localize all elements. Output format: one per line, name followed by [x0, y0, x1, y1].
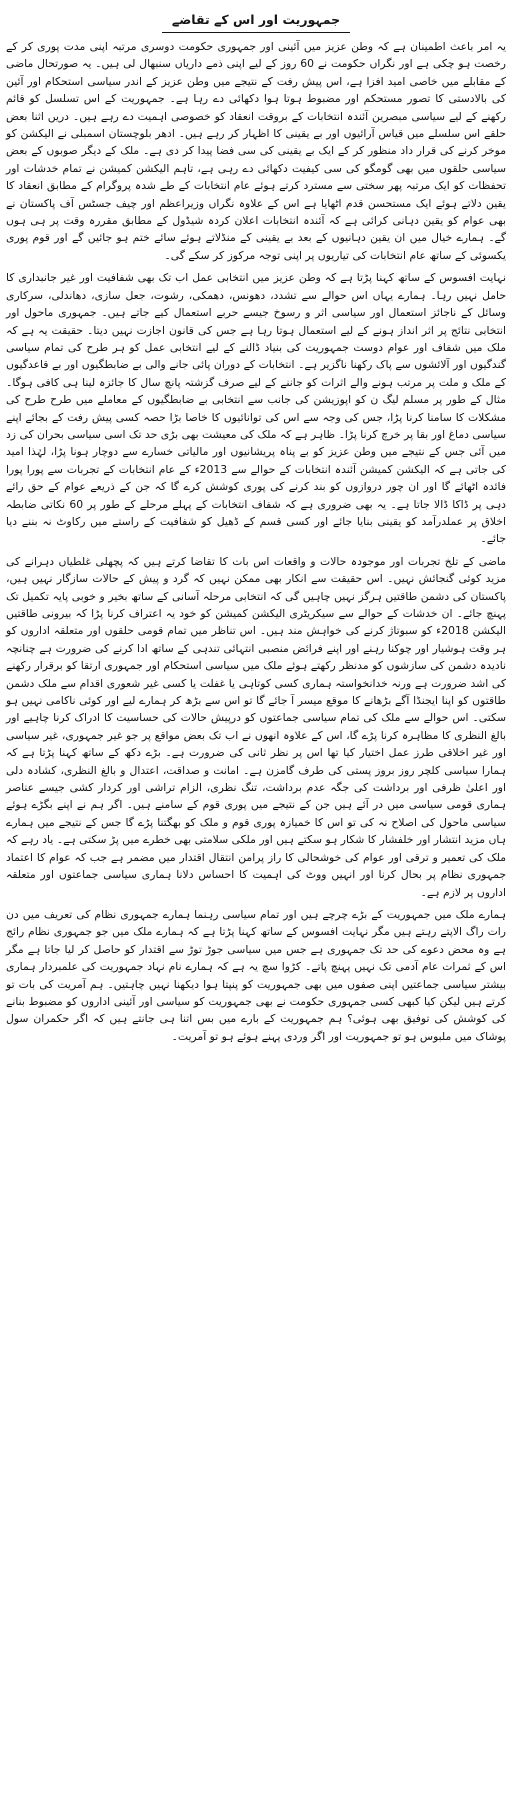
article-paragraph: ہمارے ملک میں جمہوریت کے بڑے چرچے ہیں اور تمام سیاسی رہنما ہمارے جمہوری نظام کی تعریف میں دن رات راگ الاپتے رہتے ہیں مگر نہایت افسوس کے ساتھ کہنا پڑتا ہے کہ ہمارے ملک میں جو جمہوری نظام رائج ہے وہ محض دعوے کی حد تک جمہوری ہے جس میں سیاسی جوڑ توڑ سے اقتدار کو حاصل کر لیا جاتا ہے مگر اس کے ثمرات عام آدمی تک نہیں پہنچ پاتے۔ کڑوا سچ یہ ہے کہ ہمارے نام نہاد جمہوریت کی علمبردار ہماری بیشتر سیاسی جماعتیں اپنی صفوں میں بھی جمہوریت کو پنپتا ہوا دیکھنا نہیں چاہتیں۔ ہم آمریت کی بات تو کرتے ہیں لیکن کیا کبھی کسی جمہوری حکومت نے بھی جمہوریت کو سیاسی اور آئینی اداروں کو مضبوط بنانے کی کوشش کی توفیق بھی ہوئی؟ ہم جمہوریت کے بارے میں بس اتنا ہی جانتے ہیں کہ اگر حکمران سول پوشاک میں ملبوس ہو تو جمہوریت اور اگر وردی پہنے ہوئے ہو تو آمریت۔ [6, 907, 506, 1043]
article-title: جمہوریت اور اس کے تقاضے [162, 9, 350, 33]
article-body [6, 38, 506, 1045]
article-paragraph: یہ امر باعث اطمینان ہے کہ وطن عزیز میں آئینی اور جمہوری حکومت دوسری مرتبہ اپنی مدت پوری کر کے رخصت ہو چکی ہے اور نگراں حکومت نے 60 روز کے لیے اپنی ذمے داریاں سنبھال لی ہیں۔ یہ صورتحال ماضی کے مقابلے میں خاصی امید افزا ہے، اس پیش رفت کے نتیجے میں وطن عزیز کے اندر سیاسی استحکام اور آئین کی بالادستی کا تصور مستحکم اور مضبوط ہوتا ہوا دکھائی دے رہا ہے۔ جمہوریت کے اس تسلسل کو قائم رکھنے کے لیے سیاسی مبصرین آئندہ انتخابات کے بروقت انعقاد کو خصوصی اہمیت دے رہے ہیں۔ دریں اثنا بعض حلقے اس سلسلے میں قیاس آرائیوں اور بے یقینی کا اظہار کر رہے ہیں۔ ادھر بلوچستان اسمبلی نے الیکشن کو موخر کرنے کی قرار داد منظور کر کے ایک بے یقینی کی سی فضا پیدا کر دی ہے۔ ملک کے دیگر صوبوں کے بعض سیاسی حلقوں میں بھی گومگو کی سی کیفیت دکھائی دے رہی ہے، تاہم الیکشن کمیشن نے تمام خدشات اور تحفظات کو ایک مرتبہ پھر سختی سے مسترد کرتے ہوئے عام انتخابات کے طے شدہ پروگرام کے مطابق انعقاد کا یقین دلاتے ہوئے ایک مستحسن قدم اٹھایا ہے اس کے علاوہ نگراں وزیراعظم اور چیف جسٹس آف پاکستان نے بھی عوام کو یقین دہانی کرائی ہے کہ آئندہ انتخابات اعلان کردہ شیڈول کے مطابق مقررہ وقت پر ہی ہوں گے۔ ہمارے خیال میں ان یقین دہانیوں کے بعد بے یقینی کے منڈلاتے ہوئے سائے ختم ہو جائیں گے اور قوم پوری یکسوئی کے ساتھ عام انتخابات کی تیاریوں پر اپنی توجہ مرکوز کر سکے گی۔ [6, 40, 506, 262]
article-paragraph: نہایت افسوس کے ساتھ کہنا پڑتا ہے کہ وطن عزیز میں انتخابی عمل اب تک بھی شفافیت اور غیر جانبداری کا حامل نہیں رہا۔ ہمارے یہاں اس حوالے سے تشدد، دھونس، دھمکی، رشوت، جعل سازی، دھاندلی، سرکاری وسائل کے ناجائز استعمال اور سیاسی اثر و رسوخ جیسے حربے استعمال کیے جاتے ہیں۔ جمہوری ماحول اور انتخابی نتائج پر اثر انداز ہونے کے لیے استعمال ہوتا رہا ہے جس کی قانون اجازت نہیں دیتا۔ حقیقت یہ ہے کہ ملک میں شفاف اور عوام دوست جمہوریت کی بنیاد ڈالنے کے لیے انتخابی عمل کو ہر طرح کی تمام سیاسی گندگیوں اور آلائشوں سے پاک رکھنا ناگزیر ہے۔ انتخابات کے دوران پائی جانے والی بے ضابطگیوں اور بے قاعدگیوں کے ملک و ملت پر مرتب ہونے والے اثرات کو جاننے کے لیے صرف گزشتہ پانچ سال کا جائزہ لینا ہی کافی ہوگا۔ مثال کے طور پر مسلم لیگ ن کو اپوزیشن کی جانب سے انتخابی بے ضابطگیوں کے معاملے میں طرح طرح کی مشکلات کا سامنا کرنا پڑا، جس کی وجہ سے اس کی توانائیوں کا خاصا بڑا حصہ کسی پیش رفت کے بجائے اپنے سیاسی دماغ اور بقا پر خرچ کرنا پڑا۔ ظاہر ہے کہ ملک کی معیشت بھی بڑی حد تک اسی سیاسی بحران کی زد میں آئی جس کے نتیجے میں وطن عزیز کو بے پناہ پریشانیوں اور مالیاتی خسارے سے دوچار ہونا پڑا، لہٰذا امید کی جاتی ہے کہ الیکشن کمیشن آئندہ انتخابات کے حوالے سے 2013ء کے عام انتخابات کے تجربات سے پورا پورا فائدہ اٹھائے گا اور ان چور دروازوں کو بند کرنے کی پوری کوشش کرے گا کہ جن کے ذریعے عوام کے حق رائے دہی پر ڈاکا ڈالا جاتا ہے۔ یہ بھی ضروری ہے کہ شفاف انتخابات کے پہلے مرحلے کے طور پر 60 نکاتی ضابطہ اخلاق پر عملدرآمد کو یقینی بنایا جائے اور کسی قسم کے ڈھیل کو شفافیت کے راستے میں رکاوٹ نہ بننے دیا جائے۔ [6, 271, 506, 546]
title-row [6, 6, 506, 36]
article-paragraph: ماضی کے تلخ تجربات اور موجودہ حالات و واقعات اس بات کا تقاضا کرتے ہیں کہ پچھلی غلطیاں دہرانے کی مزید کوئی گنجائش نہیں۔ اس حقیقت سے انکار بھی ممکن نہیں کہ گرد و پیش کے حالات سازگار نہیں ہیں، پاکستان کی دشمن طاقتیں ہرگز نہیں چاہیں گی کہ انتخابی مرحلہ آسانی کے ساتھ بخیر و خوبی پایہ تکمیل تک پہنچ جائے۔ ان خدشات کے حوالے سے سیکریٹری الیکشن کمیشن کو خود یہ اعتراف کرنا پڑا کہ بیرونی طاقتیں الیکشن 2018ء کو سبوتاژ کرنے کی خواہش مند ہیں۔ اس تناظر میں تمام قومی حلقوں اور متعلقہ اداروں کو ہر وقت ہوشیار اور چوکنا رہنے اور اپنے فرائض منصبی انتہائی تندہی کے ساتھ ادا کرنے کی ضرورت ہے چنانچہ نادیدہ دشمن کی سازشوں کو مدنظر رکھتے ہوئے ملک میں سیاسی استحکام اور جمہوری ارتقا کو برقرار رکھنے کی اشد ضرورت ہے ورنہ خدانخواستہ ہماری کسی کوتاہی یا غفلت یا کسی غیر شعوری اقدام سے ملک دشمن طاقتوں کو اپنا ایجنڈا آگے بڑھانے کا موقع میسر آ جائے گا تو اس سے بڑھ کر ہمارے لیے اور کوئی ناکامی نہیں ہو سکتی۔ اس حوالے سے ملک کی تمام سیاسی جماعتوں کو درپیش حالات کی حساسیت کا ادراک کرنا چاہیے اور بالغ النظری کا مظاہرہ کرنا پڑے گا، اس کے علاوہ انھوں نے اب تک بعض مواقع پر جو غیر جمہوری، غیر سیاسی اور غیر اخلاقی طرز عمل اختیار کیا تھا اس پر نظر ثانی کی ضرورت ہے۔ بڑے دکھ کے ساتھ کہنا پڑتا ہے کہ ہمارا سیاسی کلچر روز بروز پستی کی طرف گامزن ہے۔ امانت و صداقت، اعتدال و بالغ النظری، کشادہ دلی اور اعلیٰ ظرفی اور برداشت کی جگہ عدم برداشت، تنگ نظری، الزام تراشی اور کردار کشی جیسے عناصر ہماری قومی سیاسی میں در آئے ہیں جن کے نتیجے میں پوری قوم کے سامنے ہیں۔ اگر ہم نے اپنے بگڑے ہوئے سیاسی ماحول کی اصلاح نہ کی تو اس کا خمیازہ پوری قوم و ملک کو بھگتنا پڑے گا جس کے نتیجے میں ہمارے ہاں مزید انتشار اور خلفشار کا شکار ہو سکتے ہیں اور ملکی سلامتی بھی خطرے میں پڑ سکتی ہے۔ یاد رہے کہ ملک کی تعمیر و ترقی اور عوام کی خوشحالی کا راز پرامن انتقال اقتدار میں مضمر ہے جب کہ عوام کا اعتماد جمہوری نظام پر بحال کرنا اور انہیں ووٹ کی اہمیت کا احساس دلانا ہماری سیاسی جماعتوں اور متعلقہ اداروں پر لازم ہے۔ [6, 554, 506, 899]
